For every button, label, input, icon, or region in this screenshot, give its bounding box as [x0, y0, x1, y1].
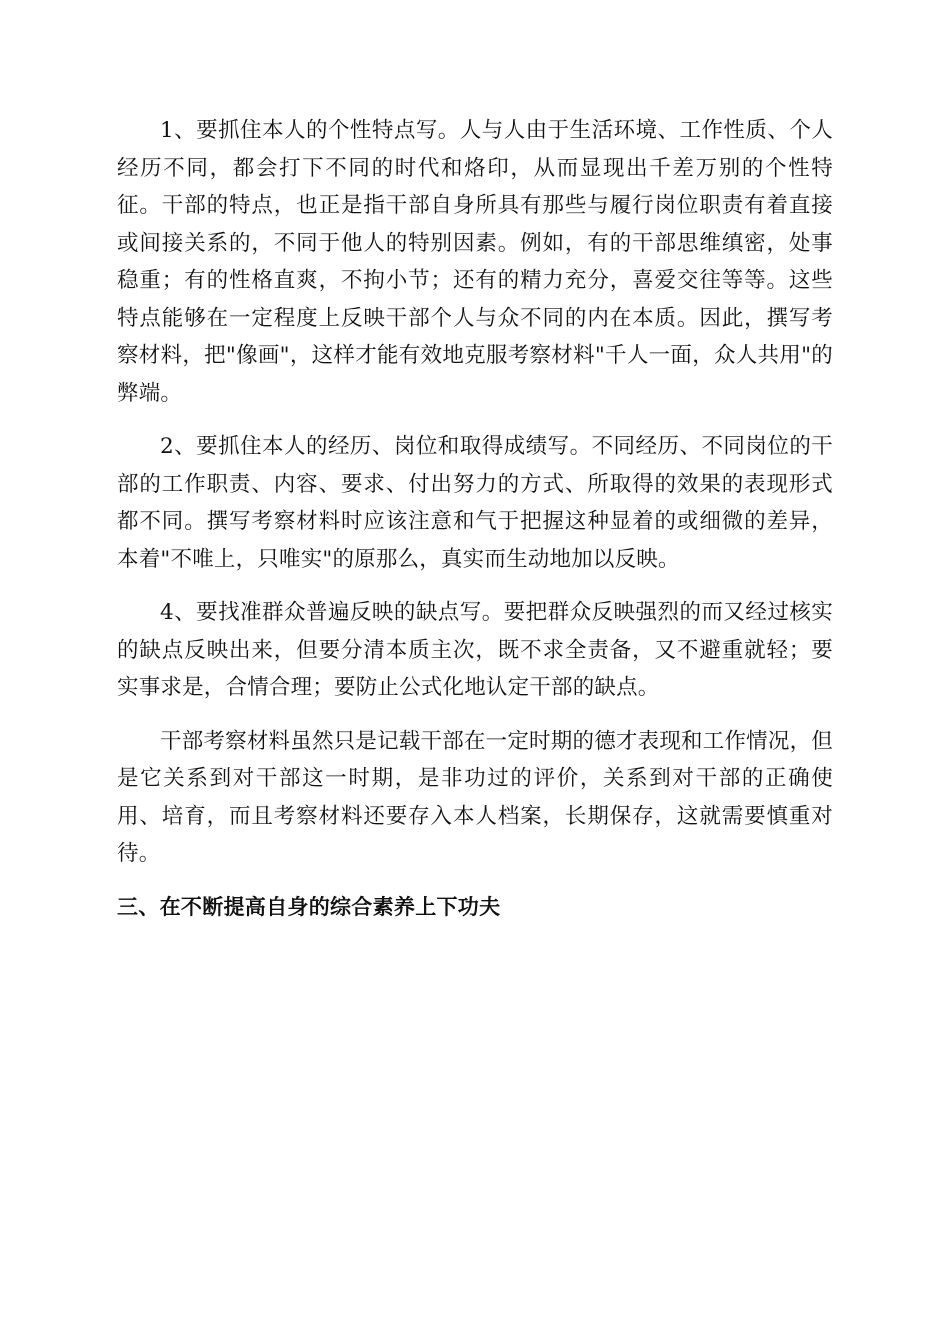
- paragraph-personality: 1、要抓住本人的个性特点写。人与人由于生活环境、工作性质、个人经历不同，都会打下不同的时代和烙印，从而显现出千差万别的个性特征。干部的特点，也正是指干部自身所具有那些与履行岗位职责有着直接或间接关系的，不同于他人的特别因素。例如，有的干部思维缜密，处事稳重；有的性格直爽，不拘小节；还有的精力充分，喜爱交往等等。这些特点能够在一定程度上反映干部个人与众不同的内在本质。因此，撰写考察材料，把"像画"，这样才能有效地克服考察材料"千人一面，众人共用"的弊端。: [117, 118, 833, 406]
- paragraph-shortcomings: 4、要找准群众普遍反映的缺点写。要把群众反映强烈的而又经过核实的缺点反映出来，但要分清本质主次，既不求全责备，又不避重就轻；要实事求是，合情合理；要防止公式化地认定干部的缺点。: [117, 600, 833, 700]
- section-heading: 三、在不断提高自身的综合素养上下功夫: [117, 894, 501, 919]
- paragraph-conclusion: 干部考察材料虽然只是记载干部在一定时期的德才表现和工作情况，但是它关系到对干部这一时期，是非功过的评价，关系到对干部的正确使用、培育，而且考察材料还要存入本人档案，长期保存，这就需要慎重对待。: [117, 728, 833, 866]
- document-body: [117, 112, 833, 925]
- paragraph-experience: 2、要抓住本人的经历、岗位和取得成绩写。不同经历、不同岗位的干部的工作职责、内容、要求、付出努力的方式、所取得的效果的表现形式都不同。撰写考察材料时应该注意和气于把握这种显着的或细微的差异，本着"不唯上，只唯实"的原那么，真实而生动地加以反映。: [117, 434, 833, 572]
